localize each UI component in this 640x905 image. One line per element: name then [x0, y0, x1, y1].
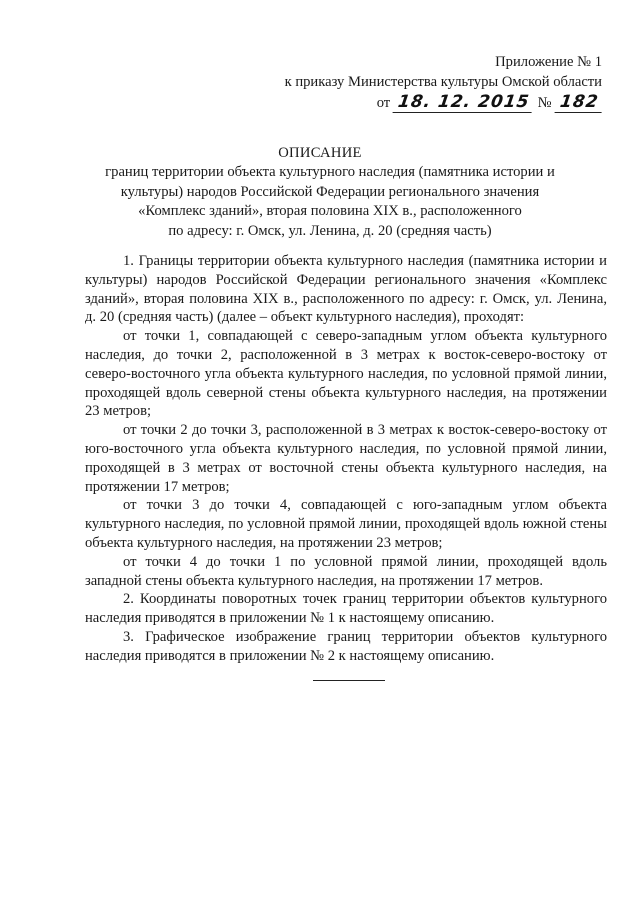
subtitle-line: культуры) народов Российской Федерации регионального значения — [120, 183, 540, 200]
paragraph-segment-2-3: от точки 2 до точки 3, расположенной в 3 метрах к восток-северо-востоку от юго-восточного угла объекта культурного наследия, по условной прямой линии, проходящей в 3 метрах от восточной стены объекта культурного наследия, на протяжении 17 метров; — [85, 422, 607, 495]
date-prefix: от — [376, 95, 391, 111]
paragraph-boundaries-intro: 1. Границы территории объекта культурного наследия (памятника истории и культуры) народов Российской Федерации регионального значения «Комплекс зданий», вторая половина XIX в., расположенного по адресу: г. Омск, ул. Ленина, д. 20 (средняя часть) (далее – объект культурного наследия), проходят: — [85, 253, 607, 326]
subtitle-line: «Комплекс зданий», вторая половина XIX в., расположенного — [138, 203, 522, 219]
paragraph-coordinates: 2. Координаты поворотных точек границ территории объектов культурного наследия приводятся в приложении № 1 к настоящему описанию. — [85, 591, 607, 627]
subtitle-line: по адресу: г. Омск, ул. Ленина, д. 20 (средняя часть) — [168, 222, 492, 239]
number-prefix: № — [537, 95, 552, 111]
handwritten-order-number: 182 — [554, 92, 603, 113]
subtitle-line: границ территории объекта культурного наследия (памятника истории и — [105, 164, 555, 180]
document-title: ОПИСАНИЕ — [278, 145, 362, 161]
appendix-number: Приложение № 1 — [495, 54, 602, 70]
paragraph-graphic: 3. Графическое изображение границ территории объектов культурного наследия приводятся в приложении № 2 к настоящему описанию. — [85, 628, 607, 664]
paragraph-segment-4-1: от точки 4 до точки 1 по условной прямой линии, проходящей вдоль западной стены объекта культурного наследия, на протяжении 17 метров. — [85, 553, 607, 589]
order-date-line — [242, 92, 602, 113]
order-reference: к приказу Министерства культуры Омской области — [284, 74, 602, 90]
appendix-header — [242, 52, 602, 113]
paragraph-segment-3-4: от точки 3 до точки 4, совпадающей с юго-западным углом объекта культурного наследия, по условной прямой линии, проходящей вдоль южной стены объекта культурного наследия, на протяжении 23 метров; — [85, 497, 607, 551]
document-body — [85, 252, 607, 666]
paragraph-segment-1-2: от точки 1, совпадающей с северо-западным углом объекта культурного наследия, до точки 2, расположенной в 3 метрах к восток-северо-востоку от северо-восточного угла объекта культурного наследия, по условной прямой линии, проходящей вдоль северной стены объекта культурного наследия, на протяжении 23 метров; — [85, 328, 607, 420]
closing-divider — [313, 680, 385, 681]
handwritten-date: 18. 12. 2015 — [393, 92, 535, 113]
document-subtitle — [70, 163, 590, 241]
